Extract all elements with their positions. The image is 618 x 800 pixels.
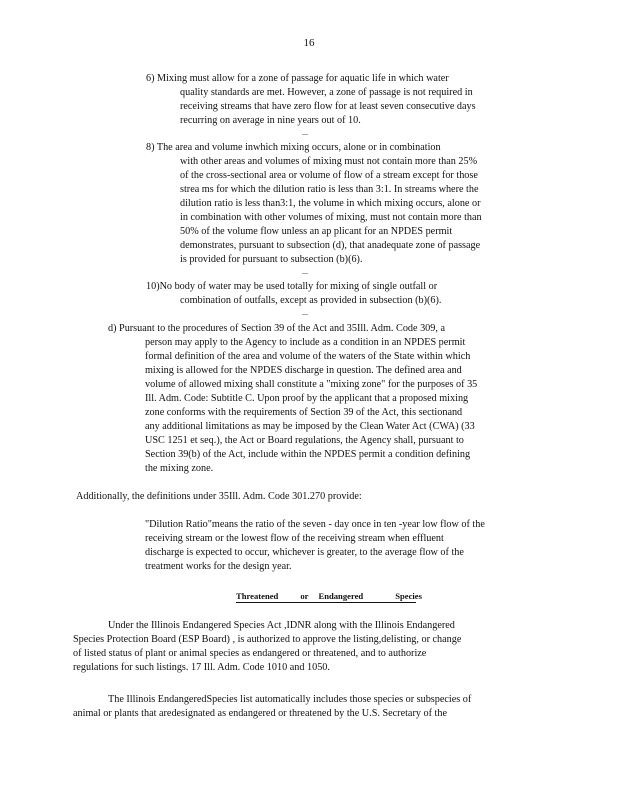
item8-line-8: demonstrates, pursuant to subsection (d), that anadequate zone of passage (180, 240, 481, 251)
item8-line-5: dilution ratio is less than3:1, the volume in which mixing occurs, alone or (180, 198, 481, 209)
item6-line-2: quality standards are met. However, a zone of passage is not required in (180, 87, 473, 98)
para1-line-4: regulations for such listings. 17 Ill. Adm. Code 1010 and 1050. (73, 662, 330, 673)
item-d-line-11: the mixing zone. (145, 463, 214, 474)
item-d-line-7: zone conforms with the requirements of Section 39 of the Act, this sectionand (145, 407, 463, 418)
page-number: 16 (303, 37, 315, 49)
para1-line-1: Under the Illinois Endangered Species Act ,IDNR along with the Illinois Endangered (108, 620, 455, 631)
dilution-ratio-line-1: "Dilution Ratio"means the ratio of the seven - day once in ten -year low flow of the (145, 519, 485, 530)
item8-line-1: 8) The area and volume inwhich mixing occurs, alone or in combination (146, 142, 441, 153)
para2-line-2: animal or plants that aredesignated as endangered or threatened by the U.S. Secretary of the (73, 708, 447, 719)
item-d-line-8: any additional limitations as may be imposed by the Clean Water Act (CWA) (33 (145, 421, 475, 432)
ellipsis-2: ... (302, 267, 308, 276)
item-d-line-9: USC 1251 et seq.), the Act or Board regulations, the Agency shall, pursuant to (145, 435, 464, 446)
heading-word-threatened: Threatened (236, 591, 279, 601)
item10-line-2: combination of outfalls, except as provided in subsection (b)(6). (180, 295, 442, 306)
item-d-line-10: Section 39(b) of the Act, include within the NPDES permit a condition defining (145, 449, 471, 460)
heading-word-endangered: Endangered (318, 591, 364, 601)
item8-line-3: of the cross-sectional area or volume of flow of a stream except for those (180, 170, 478, 181)
para2-line-1: The Illinois EndangeredSpecies list automatically includes those species or subspecies of (108, 694, 472, 705)
additionally-line: Additionally, the definitions under 35Ill. Adm. Code 301.270 provide: (76, 491, 362, 502)
item-d-line-2: person may apply to the Agency to include as a condition in an NPDES permit (145, 337, 466, 348)
item8-line-2: with other areas and volumes of mixing must not contain more than 25% (180, 156, 478, 167)
heading-word-or: or (300, 591, 309, 601)
item6-line-1: 6) Mixing must allow for a zone of passage for aquatic life in which water (146, 73, 449, 84)
item8-line-7: 50% of the volume flow unless an ap plicant for an NPDES permit (180, 226, 453, 237)
para1-line-2: Species Protection Board (ESP Board) , is authorized to approve the listing,delisting, or change (73, 634, 462, 645)
item8-line-4: strea ms for which the dilution ratio is less than 3:1. In streams where the (180, 184, 479, 195)
dilution-ratio-line-2: receiving stream or the lowest flow of the receiving stream when effluent (145, 533, 444, 544)
item-d-line-6: Ill. Adm. Code: Subtitle C. Upon proof by the applicant that a proposed mixing (145, 393, 469, 404)
item6-line-4: recurring on average in nine years out of 10. (180, 115, 361, 126)
item8-line-6: in combination with other volumes of mixing, must not contain more than (180, 212, 482, 223)
ellipsis-3: ... (302, 308, 308, 317)
dilution-ratio-line-3: discharge is expected to occur, whichever is greater, to the average flow of the (145, 547, 464, 558)
item-d-line-1: d) Pursuant to the procedures of Section 39 of the Act and 35Ill. Adm. Code 309, a (108, 323, 445, 334)
heading-word-species: Species (395, 591, 422, 601)
dilution-ratio-line-4: treatment works for the design year. (145, 561, 292, 572)
item-d-line-5: volume of allowed mixing shall constitute a "mixing zone" for the purposes of 35 (145, 379, 478, 390)
item8-line-9: is provided for pursuant to subsection (b)(6). (180, 254, 363, 265)
section-heading (236, 591, 422, 603)
item-d-line-3: formal definition of the area and volume of the waters of the State within which (145, 351, 471, 362)
ellipsis-1: ... (302, 128, 308, 137)
para1-line-3: of listed status of plant or animal species as endangered or threatened, and to authorize (73, 648, 427, 659)
item6-line-3: receiving streams that have zero flow for at least seven consecutive days (180, 101, 476, 112)
item-d-line-4: mixing is allowed for the NPDES discharge in question. The defined area and (145, 365, 462, 376)
item10-line-1: 10)No body of water may be used totally for mixing of single outfall or (146, 281, 438, 292)
